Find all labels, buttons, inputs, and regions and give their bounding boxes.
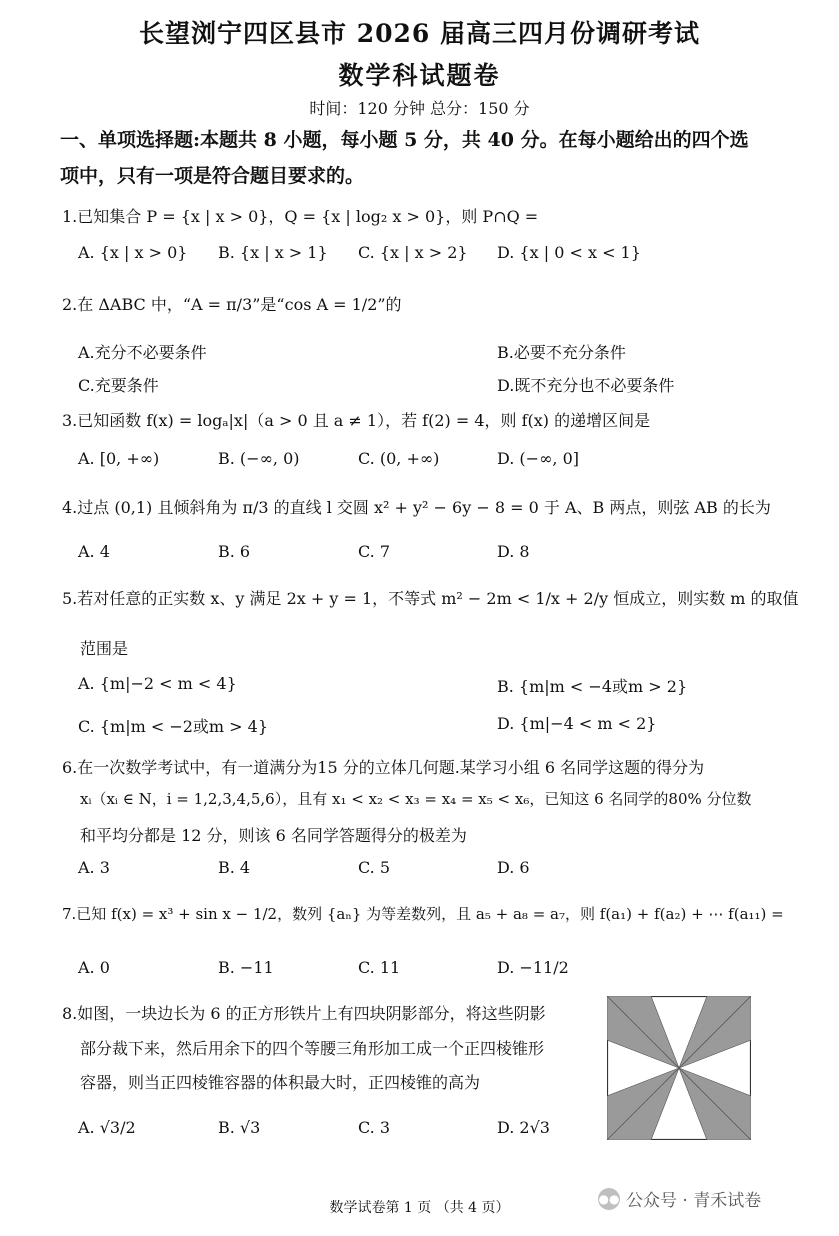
q8-square-figure bbox=[607, 996, 751, 1140]
question-6-text: 6.在一次数学考试中，有一道满分为15 分的立体几何题.某学习小组 6 名同学这题的得分为 bbox=[62, 758, 705, 777]
q7-option-c: C. 11 bbox=[358, 958, 401, 977]
q6-option-a: A. 3 bbox=[78, 858, 110, 877]
question-4-text: 4.过点 (0,1) 且倾斜角为 π/3 的直线 l 交圆 x² + y² − 6y − 8 = 0 于 A、B 两点，则弦 AB 的长为 bbox=[62, 498, 771, 517]
q7-option-b: B. −11 bbox=[218, 958, 274, 977]
q3-option-a: A. [0, +∞) bbox=[78, 449, 160, 468]
q2-option-b: B.必要不充分条件 bbox=[497, 343, 626, 362]
question-5-text-cont: 范围是 bbox=[80, 639, 129, 658]
exam-subtitle: 数学科试题卷 bbox=[338, 61, 501, 90]
q7-option-a: A. 0 bbox=[78, 958, 110, 977]
wechat-icon: ●● bbox=[598, 1188, 620, 1210]
question-7-text: 7.已知 f(x) = x³ + sin x − 1/2，数列 {aₙ} 为等差数列，且 a₅ + a₈ = a₇，则 f(a₁) + f(a₂) + ⋯ f(a₁₁) = bbox=[62, 905, 784, 923]
q8-option-c: C. 3 bbox=[358, 1118, 391, 1137]
q5-option-c: C. {m|m < −2或m > 4} bbox=[78, 717, 269, 736]
q5-option-d: D. {m|−4 < m < 2} bbox=[497, 714, 657, 733]
q6-option-d: D. 6 bbox=[497, 858, 530, 877]
q5-option-b: B. {m|m < −4或m > 2} bbox=[497, 677, 688, 696]
question-3-text: 3.已知函数 f(x) = logₐ|x|（a > 0 且 a ≠ 1），若 f(2) = 4，则 f(x) 的递增区间是 bbox=[62, 411, 651, 430]
page-footer: 数学试卷第 1 页 （共 4 页） bbox=[329, 1200, 510, 1216]
q3-option-c: C. (0, +∞) bbox=[358, 449, 440, 468]
q2-option-a: A.充分不必要条件 bbox=[78, 343, 207, 362]
section-heading-line2: 项中，只有一项是符合题目要求的。 bbox=[60, 165, 365, 187]
section-heading-line1: 一、单项选择题:本题共 8 小题，每小题 5 分，共 40 分。在每小题给出的四个选 bbox=[60, 129, 749, 151]
q6-option-b: B. 4 bbox=[218, 858, 251, 877]
q3-option-b: B. (−∞, 0) bbox=[218, 449, 300, 468]
watermark-text: 公众号 · 青禾试卷 bbox=[626, 1191, 762, 1211]
q2-option-d: D.既不充分也不必要条件 bbox=[497, 376, 675, 395]
q7-option-d: D. −11/2 bbox=[497, 958, 569, 977]
q1-option-d: D. {x | 0 < x < 1} bbox=[497, 243, 641, 262]
question-5-text: 5.若对任意的正实数 x、y 满足 2x + y = 1，不等式 m² − 2m < 1/x + 2/y 恒成立，则实数 m 的取值 bbox=[62, 589, 799, 608]
q2-option-c: C.充要条件 bbox=[78, 376, 159, 395]
question-6-text-cont2: 和平均分都是 12 分，则该 6 名同学答题得分的极差为 bbox=[80, 826, 467, 845]
q4-option-b: B. 6 bbox=[218, 542, 251, 561]
question-2-text: 2.在 ΔABC 中，“A = π/3”是“cos A = 1/2”的 bbox=[62, 295, 402, 314]
q5-option-a: A. {m|−2 < m < 4} bbox=[78, 674, 237, 693]
watermark bbox=[598, 1186, 761, 1211]
q1-option-b: B. {x | x > 1} bbox=[218, 243, 328, 262]
q6-option-c: C. 5 bbox=[358, 858, 391, 877]
q1-option-c: C. {x | x > 2} bbox=[358, 243, 468, 262]
q4-option-a: A. 4 bbox=[78, 542, 110, 561]
question-8-text-cont: 部分裁下来，然后用余下的四个等腰三角形加工成一个正四棱锥形 bbox=[80, 1039, 545, 1058]
q8-option-a: A. √3/2 bbox=[78, 1118, 136, 1137]
time-info: 时间：120 分钟 总分：150 分 bbox=[309, 99, 530, 118]
question-8-text: 8.如图，一块边长为 6 的正方形铁片上有四块阴影部分，将这些阴影 bbox=[62, 1004, 546, 1023]
q4-option-c: C. 7 bbox=[358, 542, 391, 561]
exam-title: 长望浏宁四区县市 2026 届高三四月份调研考试 bbox=[139, 19, 700, 48]
question-8-text-cont2: 容器，则当正四棱锥容器的体积最大时，正四棱锥的高为 bbox=[80, 1073, 481, 1092]
q8-option-d: D. 2√3 bbox=[497, 1118, 550, 1137]
q3-option-d: D. (−∞, 0] bbox=[497, 449, 579, 468]
question-1-text: 1.已知集合 P = {x | x > 0}，Q = {x | log₂ x > 0}，则 P∩Q = bbox=[62, 207, 539, 226]
q1-option-a: A. {x | x > 0} bbox=[78, 243, 188, 262]
q8-option-b: B. √3 bbox=[218, 1118, 261, 1137]
q4-option-d: D. 8 bbox=[497, 542, 530, 561]
question-6-text-cont: xᵢ（xᵢ ∈ N，i = 1,2,3,4,5,6），且有 x₁ < x₂ < x₃ = x₄ = x₅ < x₆，已知这 6 名同学的80% 分位数 bbox=[80, 790, 752, 808]
